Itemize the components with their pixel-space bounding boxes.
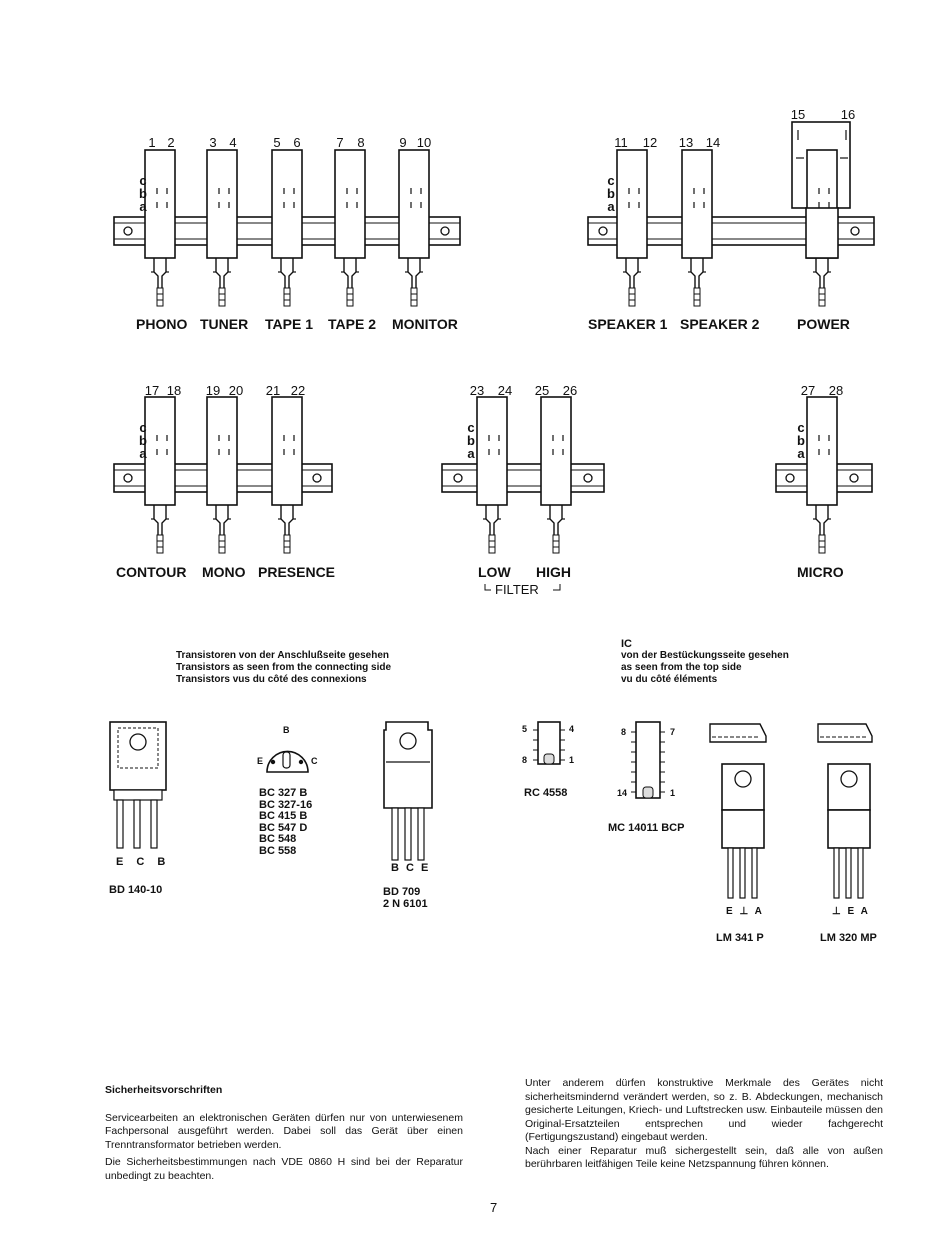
- switch-group-6: [776, 397, 872, 553]
- pin-number: 3: [209, 135, 217, 150]
- switch-tape2: [335, 150, 365, 306]
- pin-number: 18: [166, 383, 182, 398]
- transistor-caption: Transistoren von der Anschlußseite gesehen Transistors as seen from the connecting side Transistors vus du côté des connexions: [176, 650, 392, 685]
- pin-number: 19: [205, 383, 221, 398]
- bd709-names: BD 709 2 N 6101: [383, 886, 428, 910]
- pin-number: 28: [828, 383, 844, 398]
- bd140-pins: E C B: [116, 856, 171, 868]
- pin-number: 13: [678, 135, 694, 150]
- bc327-pin-c: C: [311, 756, 318, 766]
- safety-paragraph: Die Sicherheitsbestimmungen nach VDE 0860 H sind bei der Reparatur unbedingt zu beachten.: [105, 1156, 463, 1182]
- pin-number: 22: [290, 383, 306, 398]
- switch-high: [541, 397, 571, 553]
- pin-number: 24: [497, 383, 513, 398]
- label-monitor: MONITOR: [392, 316, 458, 332]
- rc4558-pin8: 8: [522, 755, 528, 765]
- lm341-pins: E ⊥ A: [726, 906, 764, 917]
- switch-phono: [145, 150, 175, 306]
- safety-left-column: [105, 1084, 463, 1187]
- page-number: 7: [490, 1200, 498, 1215]
- label-contour: CONTOUR: [116, 564, 187, 580]
- pin-number: 4: [229, 135, 237, 150]
- pin-number: 8: [357, 135, 365, 150]
- pin-number: 1: [148, 135, 156, 150]
- pin-number: 7: [336, 135, 344, 150]
- switch-tuner: [207, 150, 237, 306]
- pin-number: 9: [399, 135, 407, 150]
- label-phono: PHONO: [136, 316, 188, 332]
- switch-mono: [207, 397, 237, 553]
- label-filter: FILTER: [495, 582, 539, 597]
- label-tape2: TAPE 2: [328, 316, 376, 332]
- pin-number: 15: [790, 107, 806, 122]
- switch-group-2: [588, 122, 874, 306]
- pin-number: 27: [800, 383, 816, 398]
- contact-letters: c b a: [139, 173, 147, 214]
- lm320-package: [818, 724, 872, 898]
- label-speaker2: SPEAKER 2: [680, 316, 760, 332]
- lm320-pins: ⊥ E A: [832, 906, 870, 917]
- pin-number: 6: [293, 135, 301, 150]
- switch-group-1: [114, 150, 460, 306]
- pin-number: 5: [273, 135, 281, 150]
- switch-speaker1: [617, 150, 647, 306]
- pin-number: 2: [167, 135, 175, 150]
- pin-number: 23: [469, 383, 485, 398]
- mc14011-name: MC 14011 BCP: [608, 822, 685, 834]
- switch-contour: [145, 397, 175, 553]
- pin-number: 26: [562, 383, 578, 398]
- label-presence: PRESENCE: [258, 564, 336, 580]
- mc14011-pin1: 1: [670, 788, 676, 798]
- contact-letters: c b a: [607, 173, 615, 214]
- safety-paragraph: Servicearbeiten an elektronischen Geräten dürfen nur von unterwiesenem Fachpersonal ausgeführt werden. Dabei soll das Gerät über einen Trenntransformator betrieben werden.: [105, 1111, 463, 1151]
- mc14011-package: [631, 722, 665, 798]
- rc4558-name: RC 4558: [524, 787, 568, 799]
- lm341-package: [710, 724, 766, 898]
- pin-number: 20: [228, 383, 244, 398]
- bd709-package: [384, 722, 432, 860]
- safety-paragraph: Unter anderem dürfen konstruktive Merkmale des Gerätes nicht sicherheitsmindernd verändert werden, so z. B. Abdeckungen, mechanisch gesicherte Leitungen, Kriech- und Luftstrecken usw. Einbauteile müssen den Original-Ersatzteilen entsprechen und wieder fachgerecht (Fertigungszustand) eingebaut werden.: [525, 1077, 883, 1143]
- bd140-package: [110, 722, 166, 848]
- pin-number: 10: [416, 135, 432, 150]
- bd140-name: BD 140-10: [109, 884, 163, 896]
- lm320-name: LM 320 MP: [820, 932, 877, 944]
- label-mono: MONO: [202, 564, 246, 580]
- pin-number: 14: [705, 135, 721, 150]
- label-speaker1: SPEAKER 1: [588, 316, 668, 332]
- bc327-names: BC 327 B BC 327-16 BC 415 B BC 547 D BC 548 BC 558: [259, 787, 313, 857]
- label-tuner: TUNER: [200, 316, 249, 332]
- contact-letters: c b a: [797, 420, 805, 461]
- bc327-pin-b: B: [283, 725, 290, 735]
- label-tape1: TAPE 1: [265, 316, 313, 332]
- contact-letters: c b a: [139, 420, 147, 461]
- safety-right-column: [525, 1077, 883, 1176]
- bc327-package: [267, 751, 308, 772]
- rc4558-package: [533, 722, 565, 764]
- contact-letters: c b a: [467, 420, 475, 461]
- pin-number: 16: [840, 107, 856, 122]
- mc14011-pin7: 7: [670, 727, 676, 737]
- bd709-pins: B C E: [391, 862, 431, 874]
- rc4558-pin1: 1: [569, 755, 575, 765]
- safety-heading: Sicherheitsvorschriften: [105, 1084, 223, 1096]
- switch-speaker2: [682, 150, 712, 306]
- rc4558-pin4: 4: [569, 724, 575, 734]
- mc14011-pin8: 8: [621, 727, 627, 737]
- ic-caption: IC von der Bestückungsseite gesehen as seen from the top side vu du côté éléments: [621, 638, 789, 685]
- label-low: LOW: [478, 564, 511, 580]
- switch-low: [477, 397, 507, 553]
- lm341-name: LM 341 P: [716, 932, 764, 944]
- pin-number: 25: [534, 383, 550, 398]
- pin-number: 11: [614, 135, 628, 150]
- safety-paragraph: Nach einer Reparatur muß sichergestellt sein, daß alle von außen berührbaren leitfähigen Teile keine Netzspannung führen können.: [525, 1144, 883, 1170]
- pin-number: 21: [265, 383, 281, 398]
- mc14011-pin14: 14: [617, 788, 628, 798]
- pin-number: 12: [642, 135, 658, 150]
- switch-presence: [272, 397, 302, 553]
- rc4558-pin5: 5: [522, 724, 528, 734]
- switch-monitor: [399, 150, 429, 306]
- label-micro: MICRO: [797, 564, 844, 580]
- bc327-pin-e: E: [257, 756, 264, 766]
- switch-tape1: [272, 150, 302, 306]
- label-high: HIGH: [536, 564, 571, 580]
- switch-micro: [807, 397, 837, 553]
- pin-number: 17: [144, 383, 160, 398]
- label-power: POWER: [797, 316, 850, 332]
